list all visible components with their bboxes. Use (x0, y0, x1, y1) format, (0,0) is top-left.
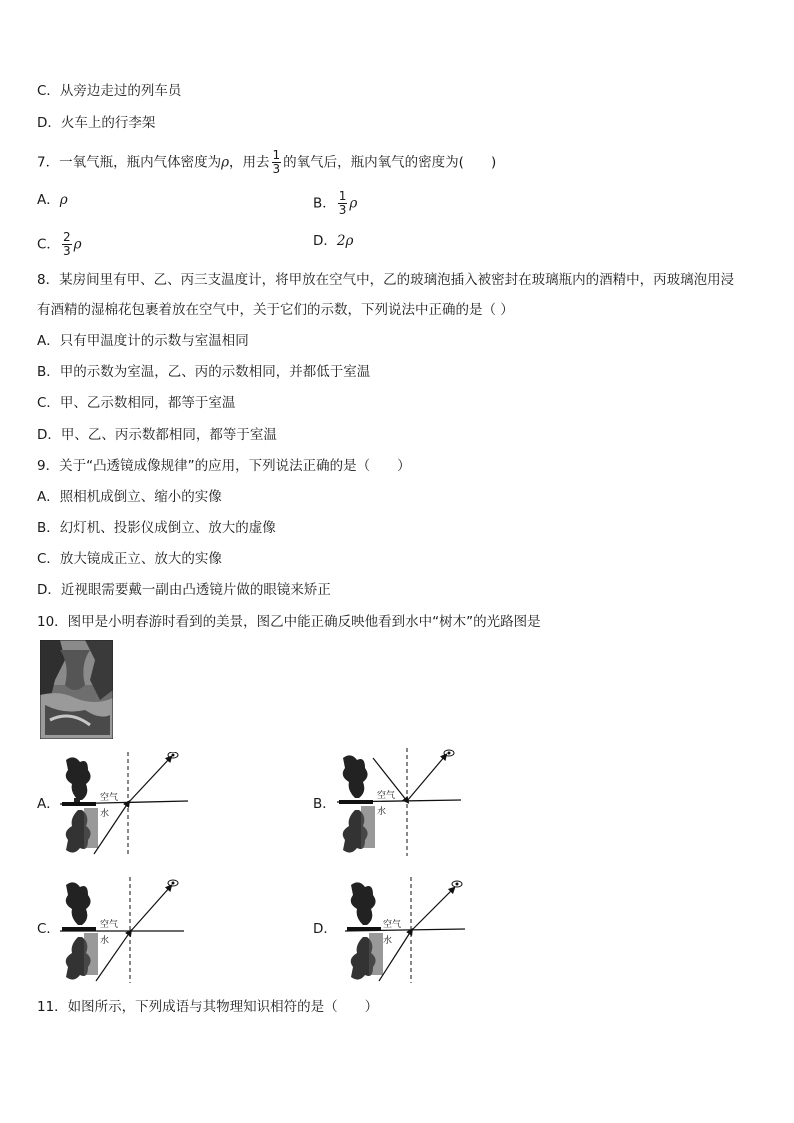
option-label: C． (37, 236, 60, 253)
air-label: 空气 (377, 791, 396, 801)
eye-icon (168, 752, 178, 758)
option-value: ρ (73, 236, 82, 253)
q10-label-c: C． (37, 921, 60, 937)
q8-option-c: C．甲、乙示数相同，都等于室温 (37, 395, 236, 411)
water-label: 水 (100, 809, 110, 819)
q8-option-b: B．甲的示数为室温，乙、丙的示数相同，并都低于室温 (37, 364, 371, 380)
tree-reflection-icon (351, 933, 383, 980)
q7-option-a (37, 190, 68, 210)
water-label: 水 (383, 936, 393, 946)
option-value: ρ (349, 195, 358, 212)
q7-stem-post: 的氧气后，瓶内氧气的密度为( ) (283, 154, 497, 171)
eye-icon (444, 750, 454, 756)
q10-stem: 10．图甲是小明春游时看到的美景，图乙中能正确反映他看到水中“树木”的光路图是 (37, 614, 541, 630)
frac-denominator: 3 (62, 244, 71, 258)
q7-optc-fraction (62, 231, 72, 258)
option-label: B． (313, 195, 336, 212)
q9-option-b: B．幻灯机、投影仪成倒立、放大的虚像 (37, 520, 276, 536)
q10-label-b: B． (313, 796, 336, 812)
q9-option-a: A．照相机成倒立、缩小的实像 (37, 489, 222, 505)
option-value: 2ρ (336, 233, 354, 249)
frac-denominator: 3 (272, 162, 281, 176)
tree-reflection-icon (66, 933, 98, 980)
q7-option-d (313, 231, 353, 251)
q7-stem (37, 149, 496, 176)
diagram-a (60, 752, 190, 858)
tree-reflection-icon (66, 808, 98, 853)
q7-option-c (37, 231, 82, 258)
q7-optb-fraction (338, 190, 348, 217)
frac-numerator: 1 (272, 148, 281, 162)
air-label: 空气 (100, 793, 119, 803)
q7-stem-rho: ρ (221, 154, 230, 171)
tree-icon (351, 882, 376, 925)
q6-option-d: D．火车上的行李架 (37, 115, 156, 131)
frac-numerator: 1 (338, 189, 347, 203)
option-label: D． (313, 233, 337, 249)
air-label: 空气 (383, 920, 402, 930)
option-value: ρ (59, 192, 68, 208)
tree-icon (66, 882, 91, 925)
q9-option-d: D．近视眼需要戴一副由凸透镜片做的眼镜来矫正 (37, 582, 331, 598)
q8-option-d: D．甲、乙、丙示数都相同，都等于室温 (37, 427, 277, 443)
q8-stem-line1: 8．某房间里有甲、乙、丙三支温度计，将甲放在空气中，乙的玻璃泡插入被密封在玻璃瓶内的酒精中，丙玻璃泡用浸 (37, 272, 735, 288)
option-label: A． (37, 192, 60, 208)
water-label: 水 (100, 936, 110, 946)
q8-stem-line2: 有酒精的湿棉花包裹着放在空气中，关于它们的示数，下列说法中正确的是（ ） (37, 302, 514, 318)
q10-label-a: A． (37, 796, 60, 812)
q11-stem: 11．如图所示，下列成语与其物理知识相符的是（ ） (37, 999, 379, 1015)
frac-numerator: 2 (62, 230, 71, 244)
q7-stem-pre: 7．一氧气瓶，瓶内气体密度为 (37, 154, 222, 171)
q7-stem-fraction (272, 149, 282, 176)
scenery-photo (40, 640, 113, 739)
eye-icon (452, 881, 462, 887)
water-label: 水 (377, 807, 387, 817)
frac-denominator: 3 (338, 203, 347, 217)
q9-stem: 9．关于“凸透镜成像规律”的应用，下列说法正确的是（ ） (37, 458, 411, 474)
tree-reflection-icon (343, 806, 375, 853)
q10-label-d: D． (313, 921, 337, 937)
q7-option-b (313, 190, 357, 217)
tree-icon (66, 757, 91, 802)
tree-icon (343, 755, 368, 798)
q6-option-c: C．从旁边走过的列车员 (37, 83, 182, 99)
air-label: 空气 (100, 920, 119, 930)
diagram-d (345, 877, 475, 985)
q8-option-a: A．只有甲温度计的示数与室温相同 (37, 333, 249, 349)
diagram-b (337, 748, 467, 858)
eye-icon (168, 880, 178, 886)
q7-stem-mid: ，用去 (229, 154, 270, 171)
q9-option-c: C．放大镜成正立、放大的实像 (37, 551, 222, 567)
diagram-c (60, 877, 190, 985)
